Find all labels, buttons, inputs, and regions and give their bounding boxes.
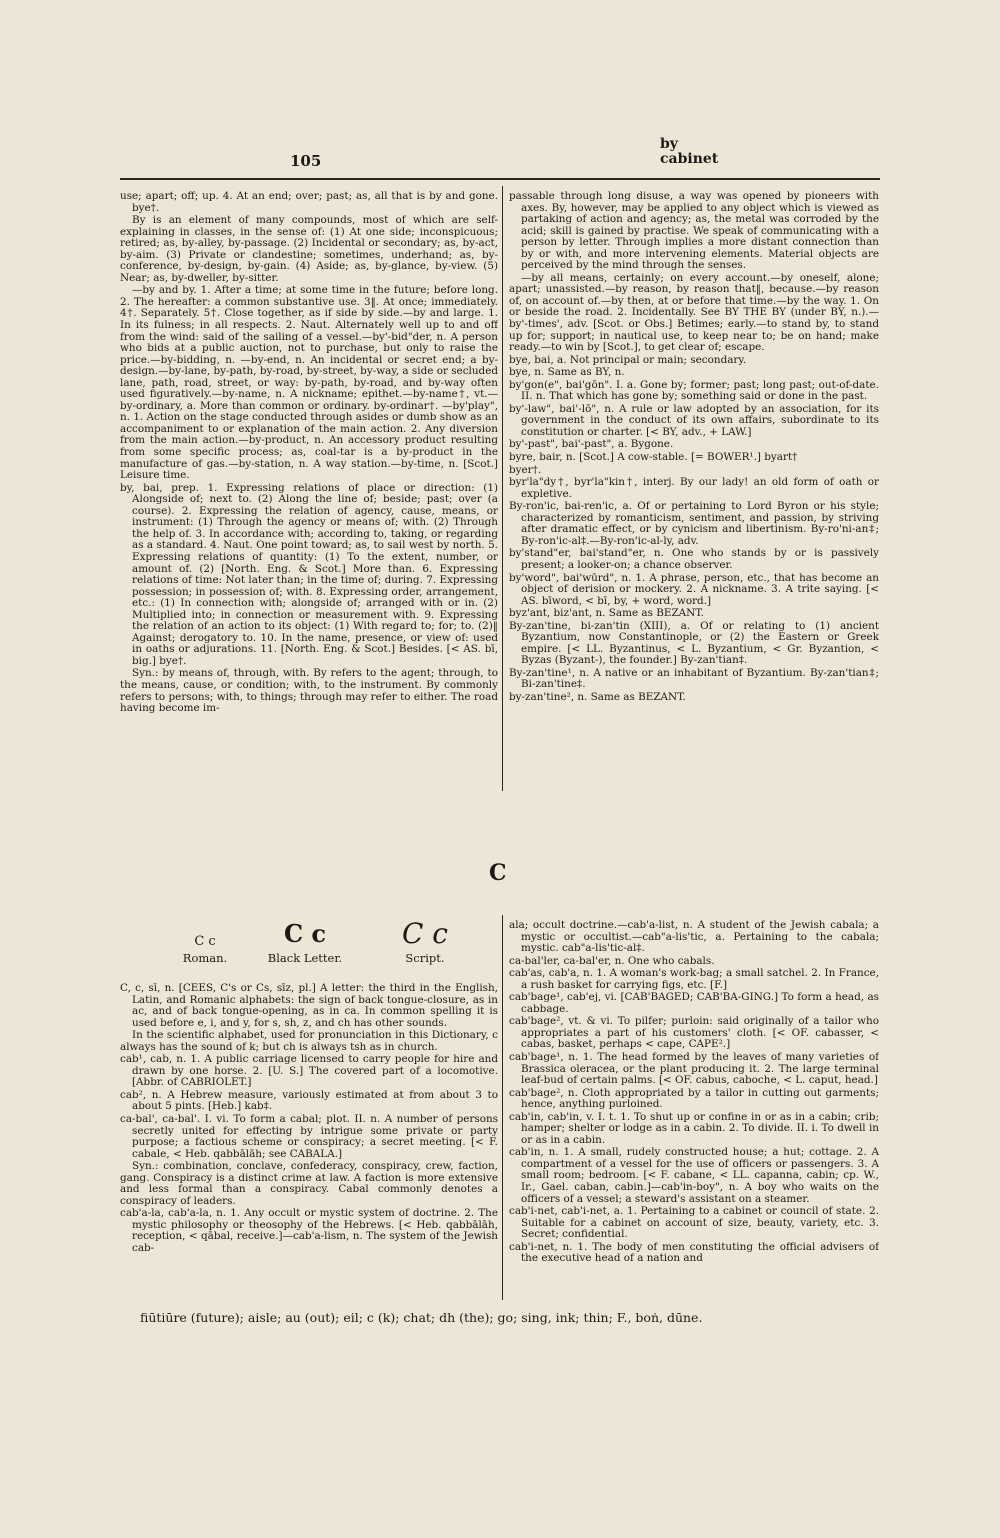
column-top-left — [120, 191, 498, 791]
entry-paragraph: In the scientific alphabet, used for pronunciation in this Dictionary, c always has the sound of k; but ch is always tsh as in church. — [120, 1029, 498, 1053]
dictionary-entry: C, c, sī, n. [CEES, C's or Cs, sīz, pl.] A letter: the third in the English, Latin, and Romanic alphabets: the sign of back tongue-closure, as in ac, and of back tongue-opening, as in ca. In common spelling it is used before e, i, and y, for s, sh, z, and ch has other sounds. — [120, 983, 498, 1029]
dictionary-entry: cab'as, cab'a, n. 1. A woman's work-bag; a small satchel. 2. In France, a rush basket for carrying figs, etc. [F.] — [509, 967, 879, 991]
entry-paragraph: By is an element of many compounds, most of which are self-explaining in classes, in the sense of: (1) At one side; inconspicuous; retired; as, by-alley, by-passage. (2) Incidental or secondary; as, by-act, by-aim. (3) Private or clandestine; sometimes, underhand; as, by-conference, by-design, by-gain. (4) Aside; as, by-glance, by-view. (5) Near; as, by-dweller, by-sitter. — [120, 214, 498, 284]
script-label: Script. — [405, 951, 445, 965]
synonyms-note: Syn.: combination, conclave, confederacy, conspiracy, crew, faction, gang. Conspiracy is a distinct crime at law. A faction is more extensive and less formal than a conspiracy. Cabal commonly denotes a conspiracy of leaders. — [120, 1160, 498, 1207]
entry-paragraph: —by all means, certainly; on every account.—by oneself, alone; apart; unassisted.—by reason, by reason that‖, because.—by reason of, on account of.—by then, at or before that time.—by the way. 1. On or beside the road. 2. Incidentally. See BY THE BY (under BY, n.).—by'-times', adv. [Scot. or Obs.] Betimes; early.—to stand by, to stand up for; support; in nautical use, to keep near to; be on hand; make ready.—to win by [Scot.], to get clear of; escape. — [509, 271, 879, 354]
black-letter-label: Black Letter. — [267, 951, 343, 965]
dictionary-entry: cab'bage¹, n. 1. The head formed by the leaves of many varieties of Brassica oleracea, or the plant producing it. 2. The large terminal leaf-bud of certain palms. [< OF. cabus, caboche, < L. caput, head.] — [509, 1051, 879, 1087]
dictionary-entry: By-zan'tine¹, n. A native or an inhabitant of Byzantium. By-zan'tian‡; Bi-zan'tine‡. — [509, 666, 879, 691]
dictionary-entry: cab'in, cab'in, v. I. t. 1. To shut up or confine in or as in a cabin; crib; hamper; shelter or lodge as in a cabin. 2. To divide. II. i. To dwell in or as in a cabin. — [509, 1110, 879, 1146]
entry-paragraph: ala; occult doctrine.—cab'a-list, n. A student of the Jewish cabala; a mystic or occultist.—cab"a-lis'tic, a. Pertaining to the cabala; mystic. cab"a-lis'tic-al‡. — [509, 920, 879, 955]
header-rule — [120, 178, 880, 180]
dictionary-entry: ca-bal'ler, ca-bal'er, n. One who cabals. — [509, 954, 715, 967]
column-bottom-right — [509, 920, 879, 1300]
dictionary-entry: cab'i-net, cab'i-net, a. 1. Pertaining to a cabinet or council of state. 2. Suitable for a cabinet on account of size, beauty, variety, etc. 3. Secret; confidential. — [509, 1205, 879, 1241]
guide-word-first: by — [660, 136, 678, 152]
entry-paragraph: by, bai, prep. 1. Expressing relations of place or direction: (1) Alongside of; next to. (2) Along the line of; beside; past; over (a course). 2. Expressing the relation of agency, cause, means, or instrument: (1) Through the agency or means of; with. (2) Through the help of. 3. In accordance with; according to, taking, or regarding as a standard. 4. Naut. One point toward; as, to sail west by north. 5. Expressing relations of quantity: (1) To the extent, number, or amount of. (2) [North. Eng. & Scot.] More than. 6. Expressing relations of time: Not later than; in the time of; during. 7. Expressing possession; in possession of; with. 8. Expressing order, arrangement, etc.: (1) In connection with; alongside of; arranged with or in. (2) Multiplied into; in connection or measurement with. 9. Expressing the relation of an action to its object: (1) With regard to; for; to. (2)‖ Against; derogatory to. 10. In the name, presence, or view of: used in oaths or adjurations. 11. [North. Eng. & Scot.] Besides. [< AS. bī, big.] bye†. — [120, 481, 498, 667]
pronunciation-key-footer: fiūtiūre (future); aisle; au (out); eil; c (k); chat; dh (the); go; sing, ink; thin; F., boṅ, dūne. — [140, 1310, 703, 1325]
dictionary-entry: cab², n. A Hebrew measure, variously estimated at from about 3 to about 5 pints. [Heb.] kab‡. — [120, 1088, 498, 1113]
letter-form-script — [375, 917, 475, 965]
dictionary-entry: by-zan'tine², n. Same as BEZANT. — [509, 690, 686, 703]
dictionary-entry: byr'la"dy†, byr'la"kin†, interj. By our lady! an old form of oath or expletive. — [509, 476, 879, 500]
dictionary-entry: cab'in, n. 1. A small, rudely constructed house; a hut; cottage. 2. A compartment of a vessel for the use of officers or passengers. 3. A small room; bedroom. [< F. cabane, < LL. capanna, cabin; cp. W., Ir., Gael. caban, cabin.]—cab'in-boy", n. A boy who waits on the officers of a vessel; a steward's assistant on a steamer. — [509, 1146, 879, 1205]
letter-forms-panel — [170, 917, 500, 975]
dictionary-entry: by'word", bai'wūrd", n. 1. A phrase, person, etc., that has become an object of derision or mockery. 2. A nickname. 3. A trite saying. [< AS. bīword, < bī, by, + word, word.] — [509, 571, 879, 607]
dictionary-entry: by'-law", bai'-lō", n. A rule or law adopted by an association, for its government in the conduct of its own affairs, subordinate to its constitution or charter. [< BY, adv., + LAW.] — [509, 402, 879, 438]
dictionary-entry: byre, bair, n. [Scot.] A cow-stable. [= BOWER¹.] byart† — [509, 451, 798, 464]
letter-form-black-letter — [250, 917, 360, 965]
guide-words — [660, 137, 718, 167]
entry-paragraph: use; apart; off; up. 4. At an end; over; past; as, all that is by and gone. bye†. — [120, 191, 498, 214]
roman-label: Roman. — [182, 951, 228, 965]
dictionary-entry: bye, bai, a. Not principal or main; secondary. — [509, 353, 747, 366]
dictionary-entry: By-zan'tine, bi-zan'tin (XIII), a. Of or relating to (1) ancient Byzantium, now Constantinople, or (2) the Eastern or Greek empire. [< LL. Byzantinus, < L. Byzantium, < Gr. Byzantion, < Byzas (Byzant-), the founder.] By-zan'tian‡. — [509, 619, 879, 667]
script-glyph: C c — [401, 917, 448, 950]
column-top-right — [509, 191, 879, 793]
black-letter-glyph: C c — [283, 919, 327, 948]
column-bottom-left — [120, 983, 498, 1298]
dictionary-entry: cab'bage², vt. & vi. To pilfer; purloin: said originally of a tailor who appropriates a part of his customers' cloth. [< OF. cabasser, < cabas, basket, perhaps < cape, CAPE².] — [509, 1015, 879, 1051]
entry-paragraph: —by and by. 1. After a time; at some time in the future; before long. 2. The hereafter: a common substantive use. 3‖. At once; immediately. 4†. Separately. 5†. Close together, as if side by side.—by and large. 1. In its fulness; in all respects. 2. Naut. Alternately well up to and off from the wind: said of the sailing of a vessel.—by'-bid"der, n. A person who bids at a public auction, not to purchase, but only to raise the price.—by-bidding, n. —by-end, n. An incidental or secret end; a by-design.—by-lane, by-path, by-road, by-street, by-way, a side or secluded lane, path, road, street, or way: by-path, by-road, and by-way often used figuratively.—by-name, n. A nickname; epithet.—by-name†, vt.—by-ordinary, a. More than common or ordinary. by-ordinar†. —by'play", n. 1. Action on the stage conducted through asides or dumb show as an accompaniment to or explanation of the main action. 2. Any diversion from the main action.—by-product, n. An accessory product resulting from some specific process; as, coal-tar is a by-product in the manufacture of gas.—by-station, n. A way station.—by-time, n. [Scot.] Leisure time. — [120, 284, 498, 482]
dictionary-entry: By-ron'ic, bai-ren'ic, a. Of or pertaining to Lord Byron or his style; characterized by romanticism, sentiment, and passion, by striving after dramatic effect, or by cynicism and libertinism. By-ro'ni-an‡; By-ron'ic-al‡.—By-ron'ic-al-ly, adv. — [509, 500, 879, 547]
synonyms-note: Syn.: by means of, through, with. By refers to the agent; through, to the means, cause, or condition; with, to the instrument. By commonly refers to persons; with, to things; through may refer to either. The road having become im- — [120, 667, 498, 715]
dictionary-entry: ca-bal', ca-bal'. I. vi. To form a cabal; plot. II. n. A number of persons secretly united for effecting by intrigue some private or party purpose; a factious scheme or conspiracy; a secret meeting. [< F. cabale, < Heb. qabbālāh; see CABALA.] — [120, 1113, 498, 1160]
entry-paragraph: passable through long disuse, a way was opened by pioneers with axes. By, however, may be applied to any object which is viewed as partaking of action and agency; as, the metal was corroded by the acid; skill is gained by practise. We speak of communicating with a person by letter. Through implies a more distant connection than by or with, and more intervening elements. Material objects are perceived by the mind through the senses. — [509, 191, 879, 272]
dictionary-entry: by'gon(e", bai'gōn". I. a. Gone by; former; past; long past; out-of-date. II. n. That which has gone by; something said or done in the past. — [509, 378, 879, 403]
page-number: 105 — [290, 152, 322, 170]
column-divider-bottom — [502, 915, 503, 1300]
roman-glyph: C c — [194, 934, 216, 949]
dictionary-entry: cab'i-net, n. 1. The body of men constituting the official advisers of the executive head of a nation and — [509, 1240, 879, 1265]
dictionary-entry: cab'a-la, cab'a-la, n. 1. Any occult or mystic system of doctrine. 2. The mystic philosophy or theosophy of the Hebrews. [< Heb. qabbālāh, reception, < qābal, receive.]—cab'a-lism, n. The system of the Jewish cab- — [120, 1207, 498, 1255]
dictionary-entry: cab'bage¹, cab'ej, vi. [CAB'BAGED; CAB'BA-GING.] To form a head, as cabbage. — [509, 991, 879, 1015]
dictionary-entry: by'-past", bai'-past", a. Bygone. — [509, 438, 674, 451]
column-divider-top — [502, 186, 503, 791]
dictionary-entry: cab'bage², n. Cloth appropriated by a tailor in cutting out garments; hence, anything purloined. — [509, 1086, 879, 1111]
dictionary-entry: byz'ant, biz'ant, n. Same as BEZANT. — [509, 607, 704, 620]
dictionary-entry: byer†. — [509, 463, 542, 476]
section-letter-heading: C — [489, 860, 507, 886]
letter-form-roman — [170, 917, 240, 965]
dictionary-entry: by'stand"er, bai'stand"er, n. One who stands by or is passively present; a looker-on; a chance observer. — [509, 547, 879, 571]
guide-word-last: cabinet — [660, 151, 719, 167]
dictionary-entry: bye, n. Same as BY, n. — [509, 366, 625, 379]
dictionary-entry: cab¹, cab, n. 1. A public carriage licensed to carry people for hire and drawn by one horse. 2. [U. S.] The covered part of a locomotive. [Abbr. of CABRIOLET.] — [120, 1053, 498, 1089]
